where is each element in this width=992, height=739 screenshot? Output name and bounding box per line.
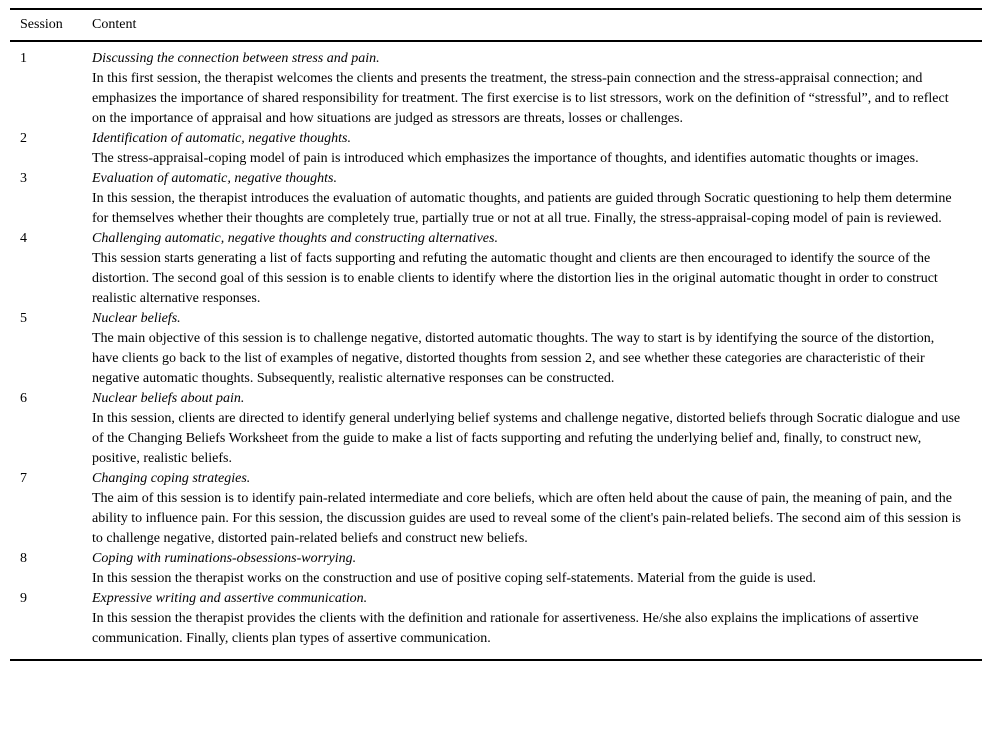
session-description: In this session the therapist works on the construction and use of positive coping self-statements. Material from the guide is used. (92, 571, 816, 586)
session-content-cell (92, 469, 982, 549)
session-table-body (10, 41, 982, 660)
session-description: The stress-appraisal-coping model of pain is introduced which emphasizes the importance of thoughts, and identifies automatic thoughts or images. (92, 151, 919, 166)
session-content-cell (92, 589, 982, 660)
session-description: In this session the therapist provides the clients with the definition and rationale for assertiveness. He/she also explains the implications of assertive communication. Finally, clients plan types of assertive communication. (92, 611, 919, 646)
session-content-cell (92, 169, 982, 229)
session-title: Evaluation of automatic, negative thoughts. (92, 171, 337, 186)
session-number: 6 (20, 391, 27, 406)
session-content-cell (92, 389, 982, 469)
session-number: 1 (20, 51, 27, 66)
table-row (10, 389, 982, 469)
table-row (10, 169, 982, 229)
session-description: In this session, clients are directed to identify general underlying belief systems and challenge negative, distorted beliefs through Socratic dialogue and use of the Changing Beliefs Worksheet from the guide to make a list of facts supporting and refuting the underlying belief and, finally, to construct new, positive, realistic beliefs. (92, 411, 961, 466)
session-number: 3 (20, 171, 27, 186)
session-content-cell (92, 229, 982, 309)
session-description: The aim of this session is to identify pain-related intermediate and core beliefs, which are often held about the cause of pain, the meaning of pain, and the ability to influence pain. For this session, the discussion guides are used to reveal some of the client's pain-related beliefs. The second aim of this session is to challenge negative, distorted pain-related beliefs and construct new beliefs. (92, 491, 961, 546)
session-number: 8 (20, 551, 27, 566)
session-content-cell (92, 129, 982, 169)
session-description: This session starts generating a list of facts supporting and refuting the automatic thought and clients are then encouraged to identify the source of the distortion. The second goal of this session is to enable clients to identify where the distortion lies in the original automatic thought in order to construct realistic alternative responses. (92, 251, 938, 306)
session-table (10, 8, 982, 661)
session-description: In this session, the therapist introduces the evaluation of automatic thoughts, and patients are guided through Socratic questioning to help them determine for themselves whether their thoughts are completely true, partially true or not at all true. Finally, the stress-appraisal-coping model of pain is reviewed. (92, 191, 952, 226)
column-header-session: Session (10, 9, 92, 41)
table-row (10, 229, 982, 309)
session-title: Coping with ruminations-obsessions-worrying. (92, 551, 357, 566)
session-title: Changing coping strategies. (92, 471, 251, 486)
session-description: In this first session, the therapist welcomes the clients and presents the treatment, the stress-pain connection and the stress-appraisal connection; and emphasizes the importance of shared responsibility for treatment. The first exercise is to list stressors, work on the definition of “stressful”, and to reflect on the importance of appraisal and how situations are judged as stressors are threats, losses or challenges. (92, 71, 949, 126)
session-number: 9 (20, 591, 27, 606)
table-row (10, 41, 982, 129)
table-row (10, 589, 982, 660)
session-title: Nuclear beliefs. (92, 311, 181, 326)
session-number: 5 (20, 311, 27, 326)
column-header-content: Content (92, 9, 982, 41)
session-number: 7 (20, 471, 27, 486)
session-title: Discussing the connection between stress and pain. (92, 51, 380, 66)
table-row (10, 469, 982, 549)
header-row (10, 9, 982, 41)
session-number: 2 (20, 131, 27, 146)
table-row (10, 129, 982, 169)
session-title: Challenging automatic, negative thoughts and constructing alternatives. (92, 231, 498, 246)
session-title: Expressive writing and assertive communication. (92, 591, 368, 606)
session-title: Nuclear beliefs about pain. (92, 391, 245, 406)
session-number: 4 (20, 231, 27, 246)
session-content-cell (92, 549, 982, 589)
session-content-cell (92, 309, 982, 389)
session-description: The main objective of this session is to challenge negative, distorted automatic thoughts. The way to start is by identifying the source of the distortion, have clients go back to the list of examples of negative, distorted thoughts from session 2, and see whether these categories are characteristic of their negative automatic thoughts. Subsequently, realistic alternative responses can be constructed. (92, 331, 935, 386)
table-row (10, 309, 982, 389)
session-content-cell (92, 41, 982, 129)
table-row (10, 549, 982, 589)
session-title: Identification of automatic, negative thoughts. (92, 131, 351, 146)
table-header (10, 9, 982, 41)
